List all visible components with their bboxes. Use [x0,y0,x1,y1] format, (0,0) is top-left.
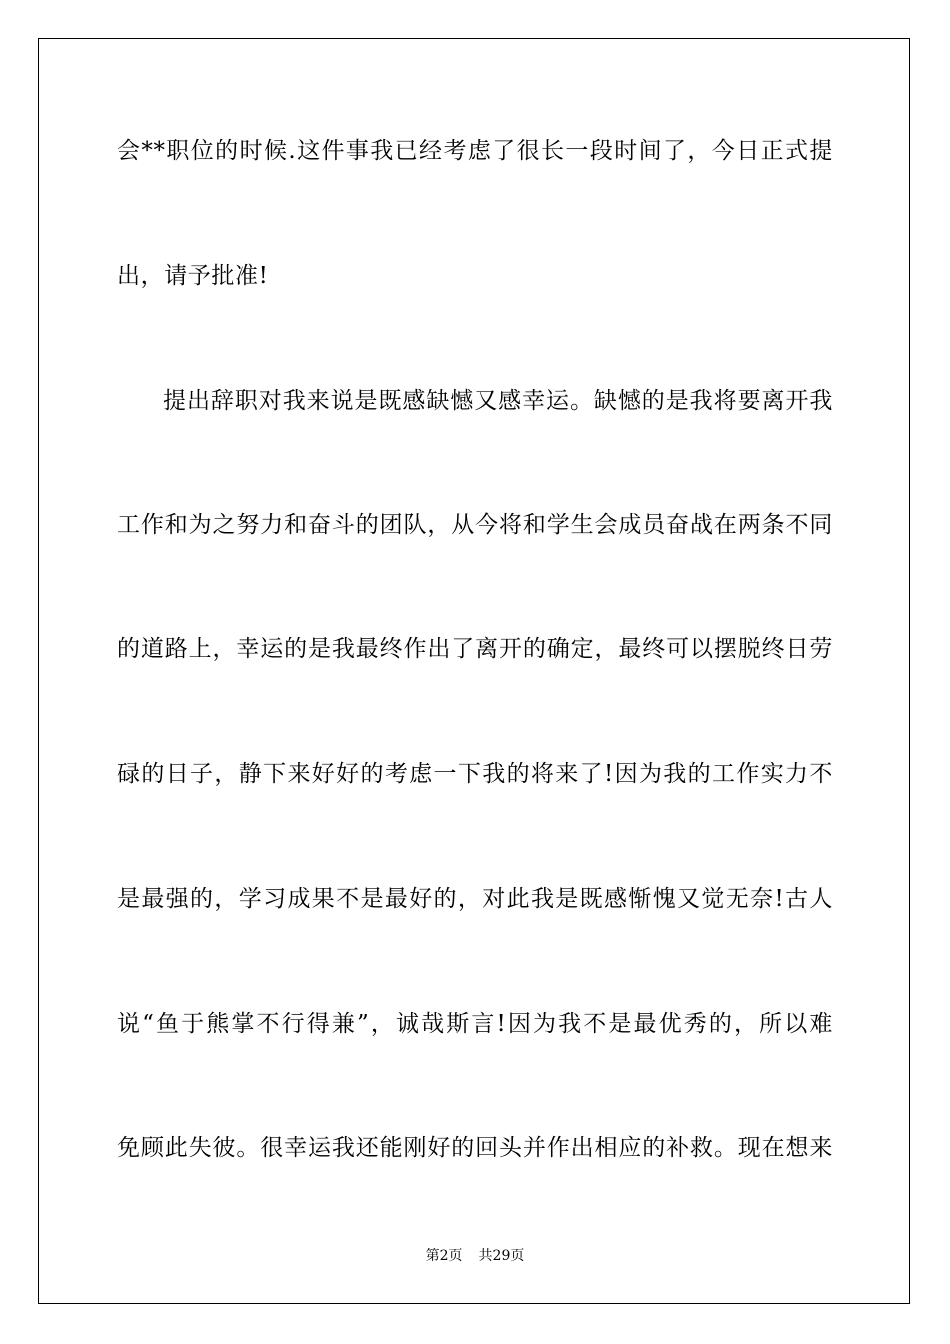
text-line-9: 免顾此失彼。很幸运我还能刚好的回头并作出相应的补救。现在想来 [117,1135,833,1161]
text-line-7: 是最强的，学习成果不是最好的，对此我是既感惭愧又觉无奈!古人 [117,886,833,912]
text-line-6: 碌的日子，静下来好好的考虑一下我的将来了!因为我的工作实力不 [117,761,833,787]
text-line-3: 提出辞职对我来说是既感缺憾又感幸运。缺憾的是我将要离开我 [163,388,833,414]
total-pages: 共29页 [478,1248,525,1264]
text-line-1: 会**职位的时候.这件事我已经考虑了很长一段时间了，今日正式提 [117,138,833,164]
text-line-8: 说“鱼于熊掌不行得兼”，诚哉斯言!因为我不是最优秀的，所以难 [117,1011,833,1037]
text-line-5: 的道路上，幸运的是我最终作出了离开的确定，最终可以摆脱终日劳 [117,636,833,662]
page-number: 第2页 [425,1248,463,1264]
text-line-2: 出，请予批准! [117,263,269,289]
page-footer [0,1247,950,1265]
text-line-4: 工作和为之努力和奋斗的团队，从今将和学生会成员奋战在两条不同 [117,512,833,538]
page-border [38,38,910,1304]
